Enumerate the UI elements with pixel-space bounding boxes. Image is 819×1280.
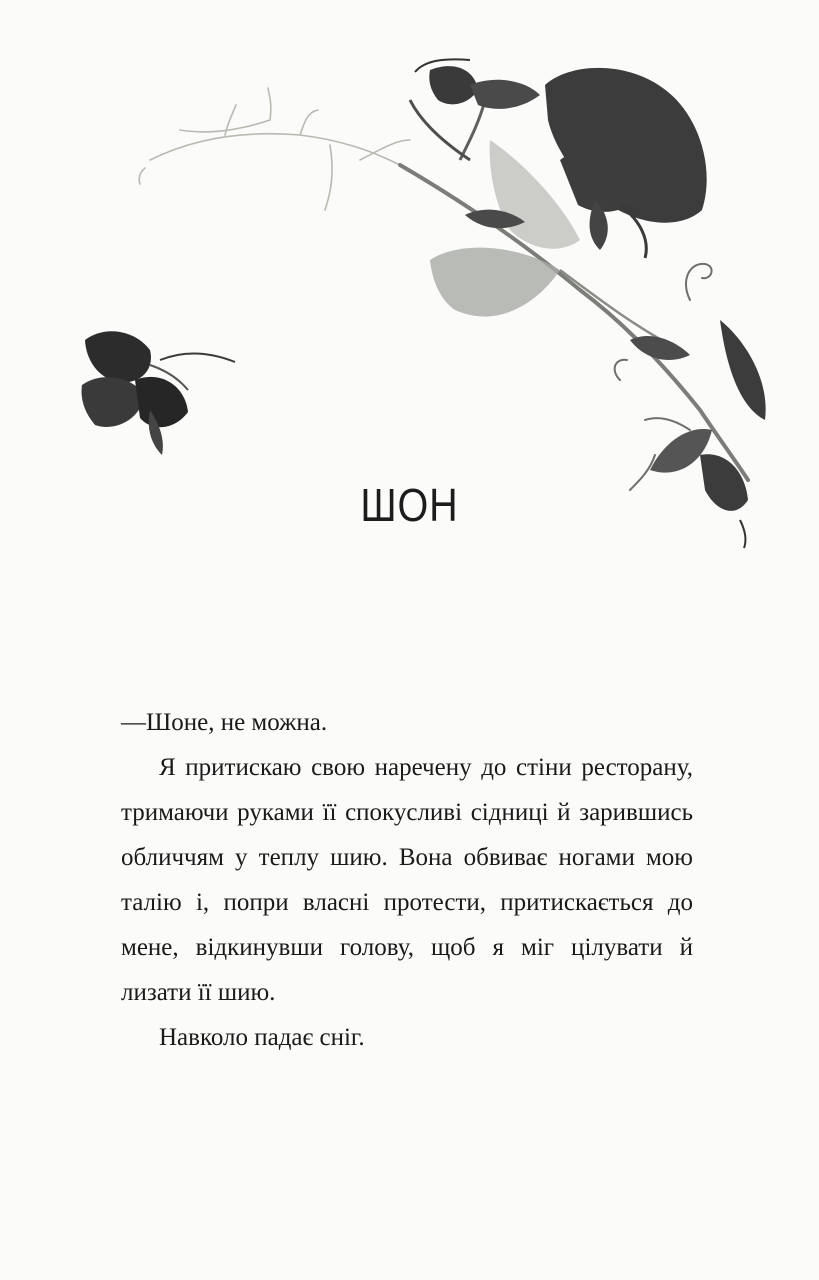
paragraph: —Шоне, не можна. bbox=[121, 709, 328, 736]
paragraph: Я притискаю свою наречену до стіни ресторану, тримаючи руками її спокусливі сідниці й зарившись обличчям у теплу шию. Вона обвиває ногами мою талію і, попри власні протести, притискається до мене, відкинувши голову, щоб я міг цілувати й лизати її шию. bbox=[121, 754, 693, 1006]
paragraph: Навколо падає сніг. bbox=[159, 1024, 365, 1051]
small-flower-icon bbox=[82, 331, 235, 455]
chapter-title: ШОН bbox=[360, 479, 459, 531]
bud-icon bbox=[415, 59, 540, 109]
sweet-pea-flowers-icon bbox=[0, 0, 819, 560]
tendrils-icon bbox=[139, 88, 410, 210]
chapter-body bbox=[121, 700, 693, 1060]
